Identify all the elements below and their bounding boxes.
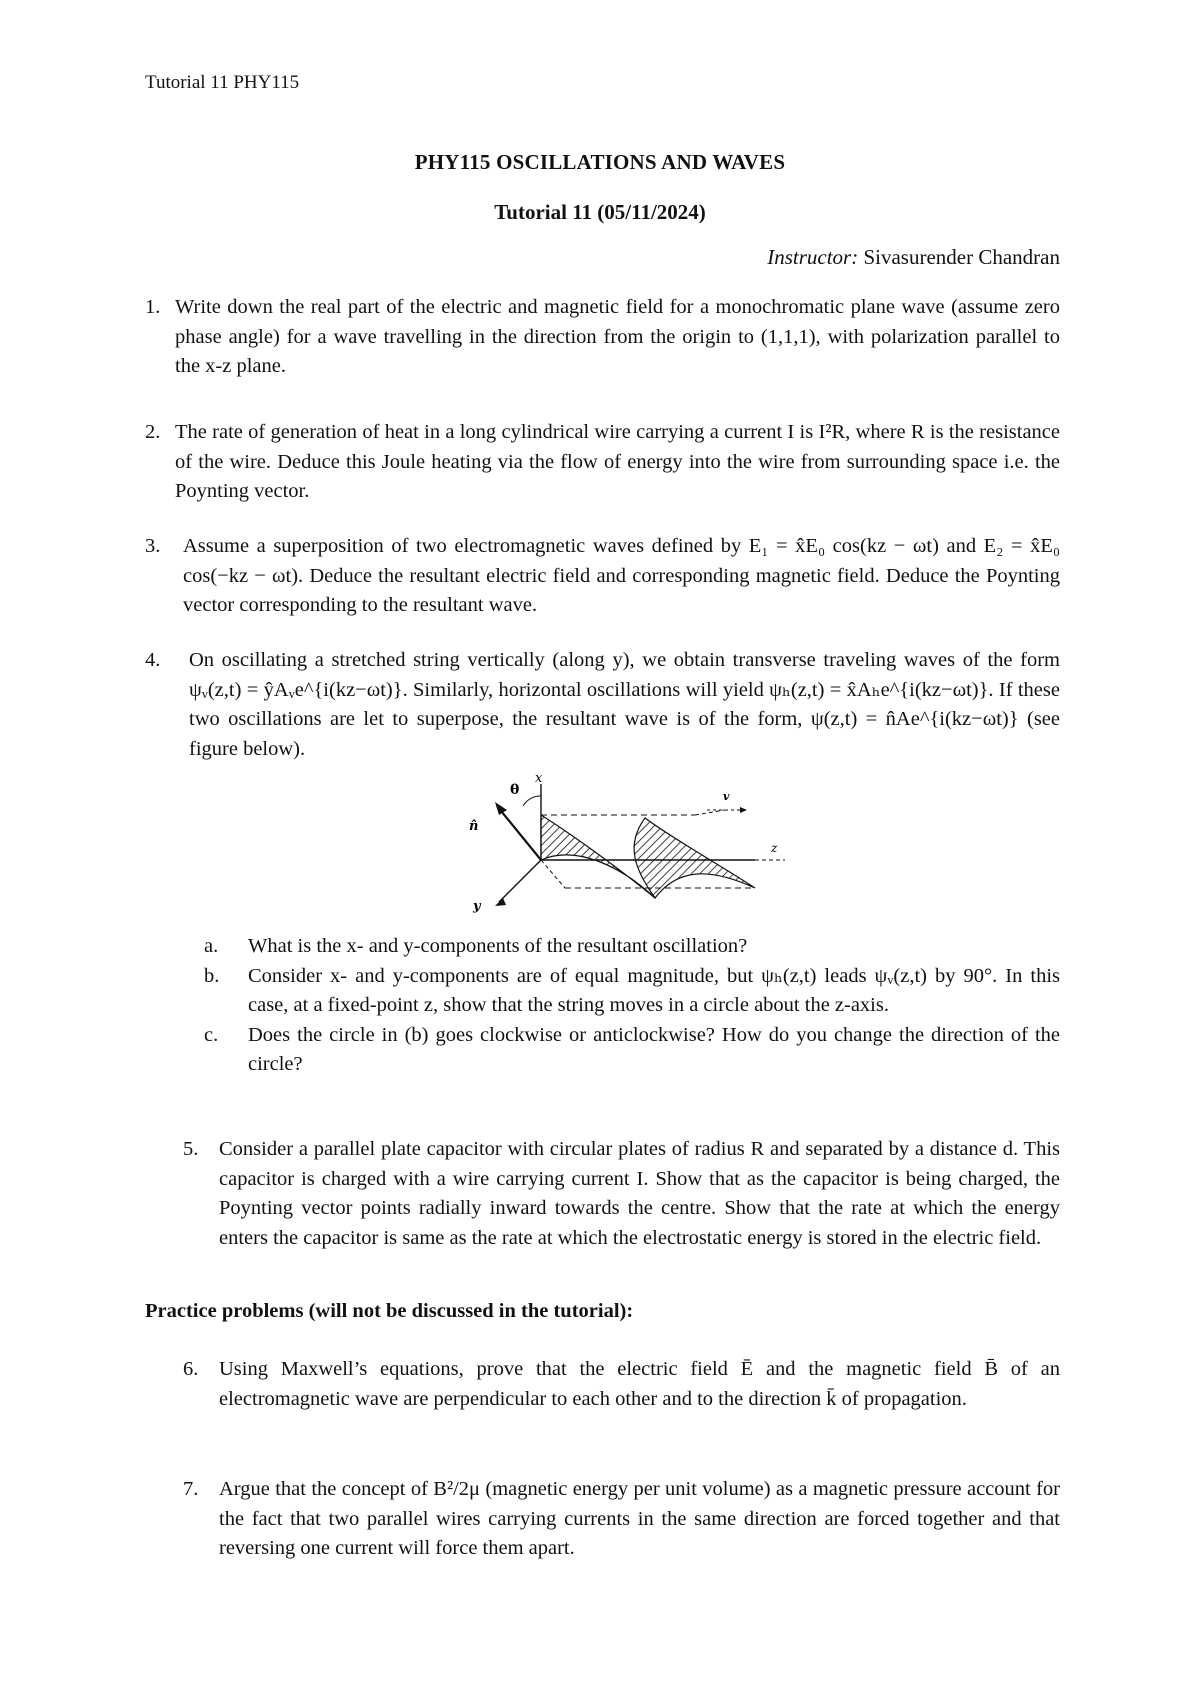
- question-6-number: 6.: [183, 1358, 199, 1380]
- subpart-c-label: c.: [204, 1023, 219, 1046]
- theta-label: θ: [510, 782, 520, 798]
- question-4-subparts: [204, 932, 1060, 1080]
- question-5-text: Consider a parallel plate capacitor with circular plates of radius R and separated by a distance d. This capacitor is charged with a wire carrying current I. Show that as the capacitor is being charged, the Poynting vector points radially inward towards the centre. Show that the rate at which the energy enters the capacitor is same as the rate at which the electrostatic energy is stored in the electric field.: [219, 1138, 1060, 1249]
- question-2-number: 2.: [145, 421, 161, 443]
- subpart-c: [204, 1021, 1060, 1080]
- question-1-number: 1.: [145, 296, 161, 318]
- z-axis-label: z: [771, 841, 778, 855]
- question-5-number: 5.: [183, 1138, 199, 1160]
- wave-lobe-2: [634, 818, 755, 898]
- y-axis-label: y: [473, 899, 481, 914]
- upper-guide-tail: [695, 810, 725, 815]
- subpart-a: [204, 932, 1060, 962]
- velocity-label: v: [723, 790, 730, 803]
- y-axis-line: [499, 860, 541, 902]
- instructor-label: Instructor:: [767, 245, 859, 269]
- n-hat-vector: [497, 806, 541, 860]
- n-hat-label: n̂: [469, 819, 479, 834]
- n-hat-arrowhead: [495, 802, 507, 815]
- document-subtitle: Tutorial 11 (05/11/2024): [494, 200, 706, 224]
- subpart-b-text: Consider x- and y-components are of equal magnitude, but ψₕ(z,t) leads ψᵥ(z,t) by 90°. In this case, at a fixed-point z, show that the string moves in a circle about the z-axis.: [248, 964, 1060, 1016]
- subpart-a-label: a.: [204, 935, 219, 957]
- question-7-text: Argue that the concept of B²/2μ (magnetic energy per unit volume) as a magnetic pressure account for the fact that two parallel wires carrying currents in the same direction are forced together and that reversing one current will force them apart.: [219, 1478, 1060, 1559]
- instructor-line: [767, 245, 1060, 270]
- question-3-text: Assume a superposition of two electromagnetic waves defined by E₁ = x̂E₀ cos(kz − ωt) and E₂ = x̂E₀ cos(−kz − ωt). Deduce the resultant electric field and corresponding magnetic field. Deduce the Poynting vector corresponding to the resultant wave.: [183, 535, 1060, 616]
- practice-heading: Practice problems (will not be discussed in the tutorial):: [145, 1300, 634, 1322]
- instructor-name: Sivasurender Chandran: [863, 245, 1060, 269]
- theta-arc: [523, 796, 541, 806]
- document-title: PHY115 OSCILLATIONS AND WAVES: [414, 150, 786, 174]
- question-4-text: On oscillating a stretched string vertically (along y), we obtain transverse traveling waves of the form ψᵥ(z,t) = ŷAᵥe^{i(kz−ωt)}. Similarly, horizontal oscillations will yield ψₕ(z,t) = x̂Aₕe^{i(kz−ωt)}. If these two oscillations are let to superpose, the resultant wave is of the form, ψ(z,t) = n̂Ae^{i(kz−ωt)} (see figure below).: [189, 649, 1060, 760]
- lower-guide-diagonal: [541, 860, 565, 888]
- subpart-a-text: What is the x- and y-components of the resultant oscillation?: [248, 935, 748, 957]
- y-axis-arrowhead: [495, 898, 506, 906]
- velocity-arrowhead: [740, 807, 747, 813]
- subpart-b: [204, 962, 1060, 1021]
- question-1-text: Write down the real part of the electric and magnetic field for a monochromatic plane wave (assume zero phase angle) for a wave travelling in the direction from the origin to (1,1,1), with polarization parallel to the x-z plane.: [175, 296, 1060, 377]
- question-7-number: 7.: [183, 1478, 199, 1500]
- question-4-number: 4.: [145, 649, 161, 671]
- polarized-wave-figure: [455, 770, 815, 920]
- running-header: Tutorial 11 PHY115: [145, 72, 300, 93]
- subpart-b-label: b.: [204, 964, 220, 987]
- subpart-c-text: Does the circle in (b) goes clockwise or anticlockwise? How do you change the direction of the circle?: [248, 1023, 1060, 1075]
- question-3-number: 3.: [145, 535, 161, 557]
- x-axis-label: x: [535, 771, 543, 786]
- question-6-text: Using Maxwell’s equations, prove that the electric field Ē and the magnetic field B̄ of an electromagnetic wave are perpendicular to each other and to the direction k̄ of propagation.: [219, 1358, 1060, 1410]
- question-2-text: The rate of generation of heat in a long cylindrical wire carrying a current I is I²R, where R is the resistance of the wire. Deduce this Joule heating via the flow of energy into the wire from surrounding space i.e. the Poynting vector.: [175, 421, 1060, 502]
